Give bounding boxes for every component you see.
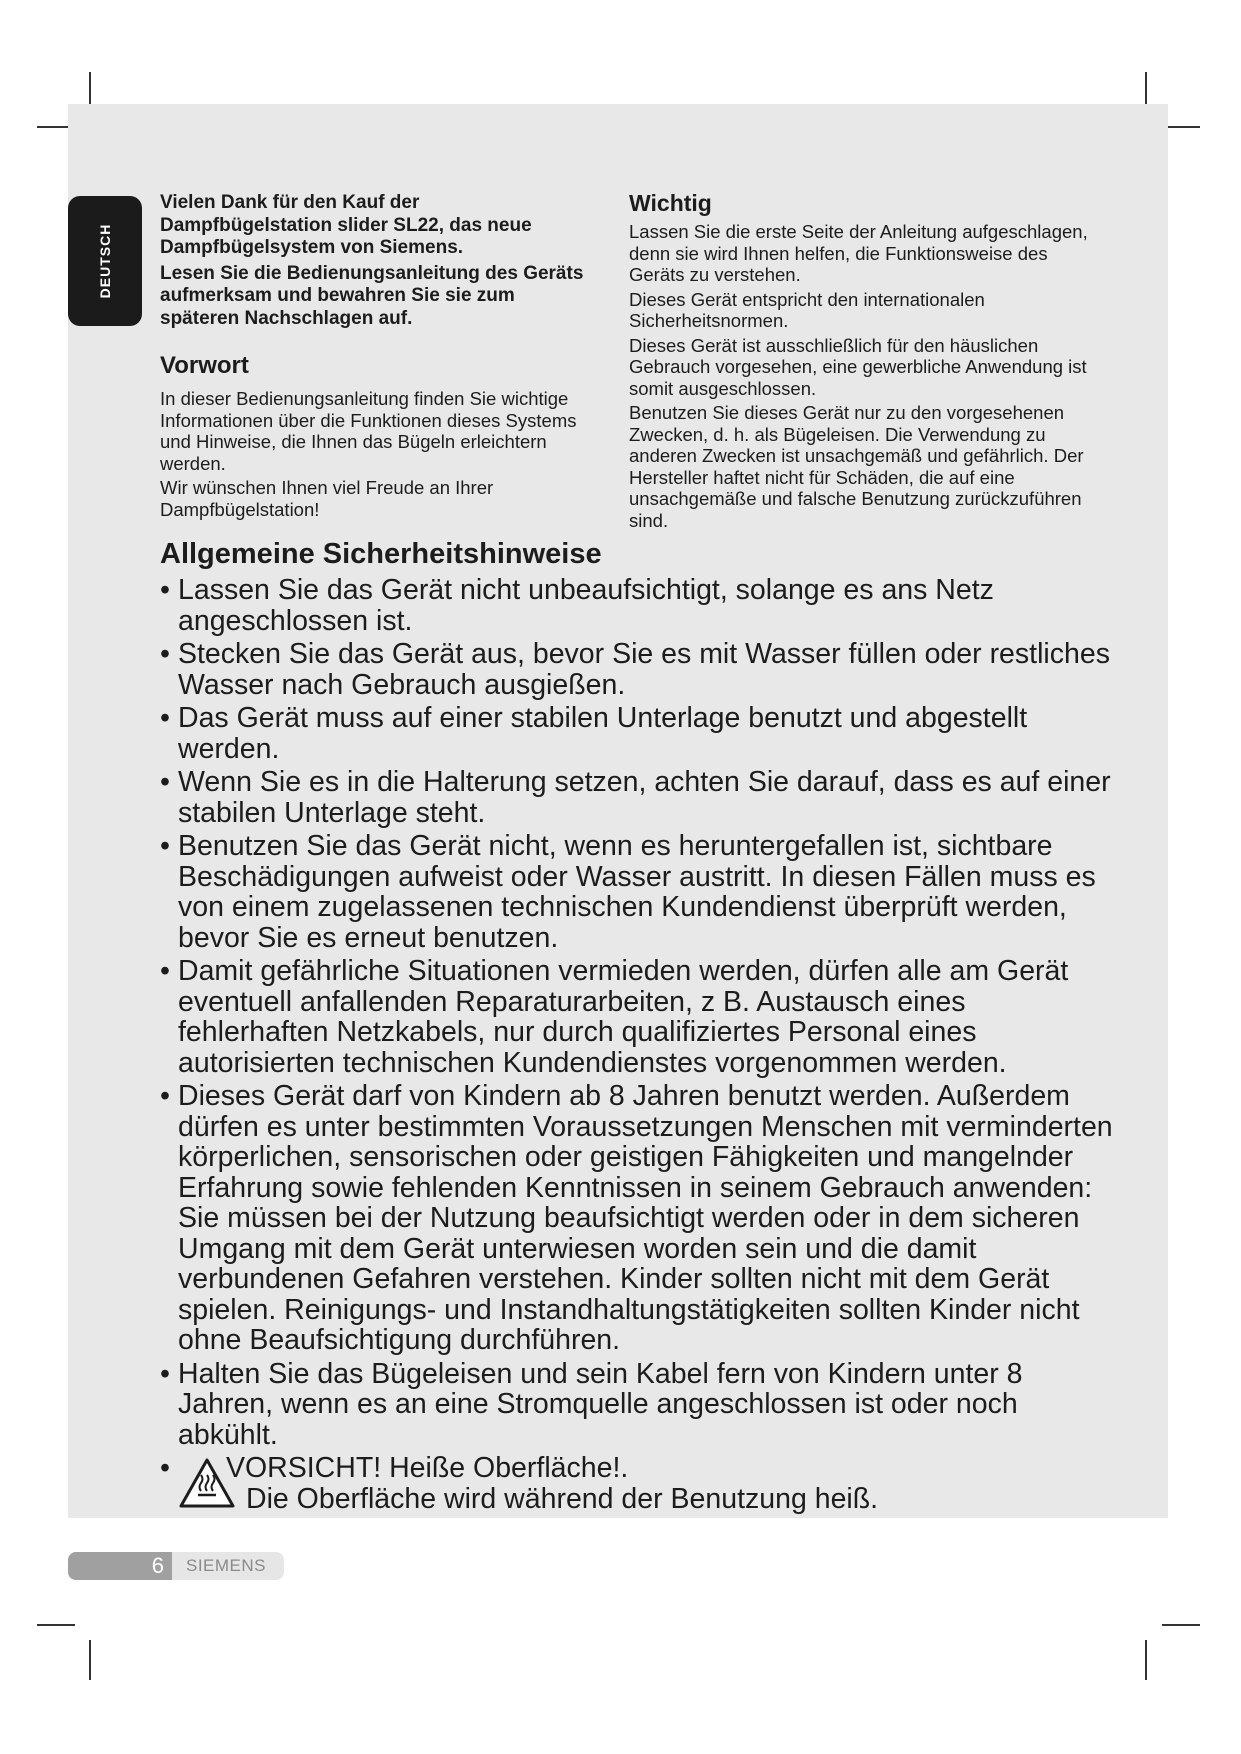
wichtig-heading: Wichtig bbox=[629, 190, 712, 216]
safety-item: • Lassen Sie das Gerät nicht unbeaufsichtigt, solange es ans Netz angeschlossen ist. bbox=[160, 575, 1120, 636]
page-number: 6 bbox=[68, 1552, 172, 1580]
left-column bbox=[160, 192, 590, 523]
bullet: • bbox=[160, 1452, 170, 1484]
safety-section bbox=[160, 538, 1120, 1515]
right-column bbox=[629, 190, 1099, 534]
crop-mark bbox=[37, 1624, 75, 1626]
safety-item: • Benutzen Sie das Gerät nicht, wenn es heruntergefallen ist, sichtbare Beschädigungen aufweist oder Wasser austritt. In diesen Fällen muss es von einem zugelassenen technischen Kundendienst überprüft werden, bevor Sie es erneut benutzen. bbox=[160, 831, 1120, 953]
safety-item: • Halten Sie das Bügeleisen und sein Kabel fern von Kindern unter 8 Jahren, wenn es an eine Stromquelle angeschlossen ist oder noch abkühlt. bbox=[160, 1359, 1120, 1451]
warning-title: VORSICHT! Heiße Oberfläche!. bbox=[226, 1452, 629, 1484]
vorwort-heading: Vorwort bbox=[160, 352, 249, 379]
safety-list bbox=[160, 575, 1120, 1450]
brand-name: SIEMENS bbox=[186, 1556, 267, 1575]
wichtig-paragraph: Dieses Gerät ist ausschließlich für den häuslichen Gebrauch vorgesehen, eine gewerbliche Anwendung ist somit ausgeschlossen. bbox=[629, 334, 1087, 399]
vorwort-paragraph: In dieser Bedienungsanleitung finden Sie wichtige Informationen über die Funktionen dieses Systems und Hinweise, die Ihnen das Bügeln erleichtern werden. bbox=[160, 388, 577, 474]
crop-mark bbox=[1145, 1640, 1147, 1680]
safety-item: • Dieses Gerät darf von Kindern ab 8 Jahren benutzt werden. Außerdem dürfen es unter bestimmten Voraussetzungen Menschen mit verminderten körperlichen, sensorischen oder geistigen Fähigkeiten und mangelnder Erfahrung sowie fehlenden Kenntnissen in seinem Gebrauch anwenden: Sie müssen bei der Nutzung beaufsichtigt werden oder in dem sicheren Umgang mit dem Gerät unterwiesen worden sein und die damit verbundenen Gefahren verstehen. Kinder sollten nicht mit dem Gerät spielen. Reinigungs- und Instandhaltungstätigkeiten sollten Kinder nicht ohne Beaufsichtigung durchführen. bbox=[160, 1081, 1120, 1356]
footer-bar bbox=[68, 1552, 284, 1580]
safety-item: • Damit gefährliche Situationen vermieden werden, dürfen alle am Gerät eventuell anfallenden Reparaturarbeiten, z B. Austausch eines fehlerhaften Netzkabels, nur durch qualifiziertes Personal eines autorisierten technischen Kundendienstes vorgenommen werden. bbox=[160, 956, 1120, 1078]
intro-thanks: Vielen Dank für den Kauf der Dampfbügelstation slider SL22, das neue Dampfbügelsystem von Siemens. bbox=[160, 192, 532, 258]
language-tab-label: DEUTSCH bbox=[97, 223, 113, 299]
wichtig-paragraph: Lassen Sie die erste Seite der Anleitung aufgeschlagen, denn sie wird Ihnen helfen, die Funktionsweise des Geräts zu verstehen. bbox=[629, 221, 1088, 285]
safety-item: • Wenn Sie es in die Halterung setzen, achten Sie darauf, dass es auf einer stabilen Unterlage steht. bbox=[160, 767, 1120, 828]
hot-surface-warning bbox=[160, 1453, 1120, 1515]
intro-read-manual: Lesen Sie die Bedienungsanleitung des Geräts aufmerksam und bewahren Sie sie zum späteren Nachschlagen auf. bbox=[160, 262, 584, 329]
safety-item: • Stecken Sie das Gerät aus, bevor Sie es mit Wasser füllen oder restliches Wasser nach Gebrauch ausgießen. bbox=[160, 639, 1120, 700]
language-tab bbox=[68, 196, 142, 326]
wichtig-paragraph: Dieses Gerät entspricht den internationalen Sicherheitsnormen. bbox=[629, 288, 985, 331]
crop-mark bbox=[1162, 1624, 1200, 1626]
warning-text: Die Oberfläche wird während der Benutzung heiß. bbox=[246, 1483, 879, 1515]
safety-heading: Allgemeine Sicherheitshinweise bbox=[160, 538, 602, 570]
wichtig-paragraph: Benutzen Sie dieses Gerät nur zu den vorgesehenen Zwecken, d. h. als Bügeleisen. Die Verwendung zu anderen Zwecken ist unsachgemäß und gefährlich. Der Hersteller haftet nicht für Schäden, die auf eine unsachgemäße und falsche Benutzung zurückzuführen sind. bbox=[629, 402, 1084, 531]
safety-item: • Das Gerät muss auf einer stabilen Unterlage benutzt und abgestellt werden. bbox=[160, 703, 1120, 764]
crop-mark bbox=[89, 1640, 91, 1680]
vorwort-paragraph: Wir wünschen Ihnen viel Freude an Ihrer Dampfbügelstation! bbox=[160, 477, 494, 520]
hot-surface-warning-icon bbox=[178, 1457, 236, 1509]
